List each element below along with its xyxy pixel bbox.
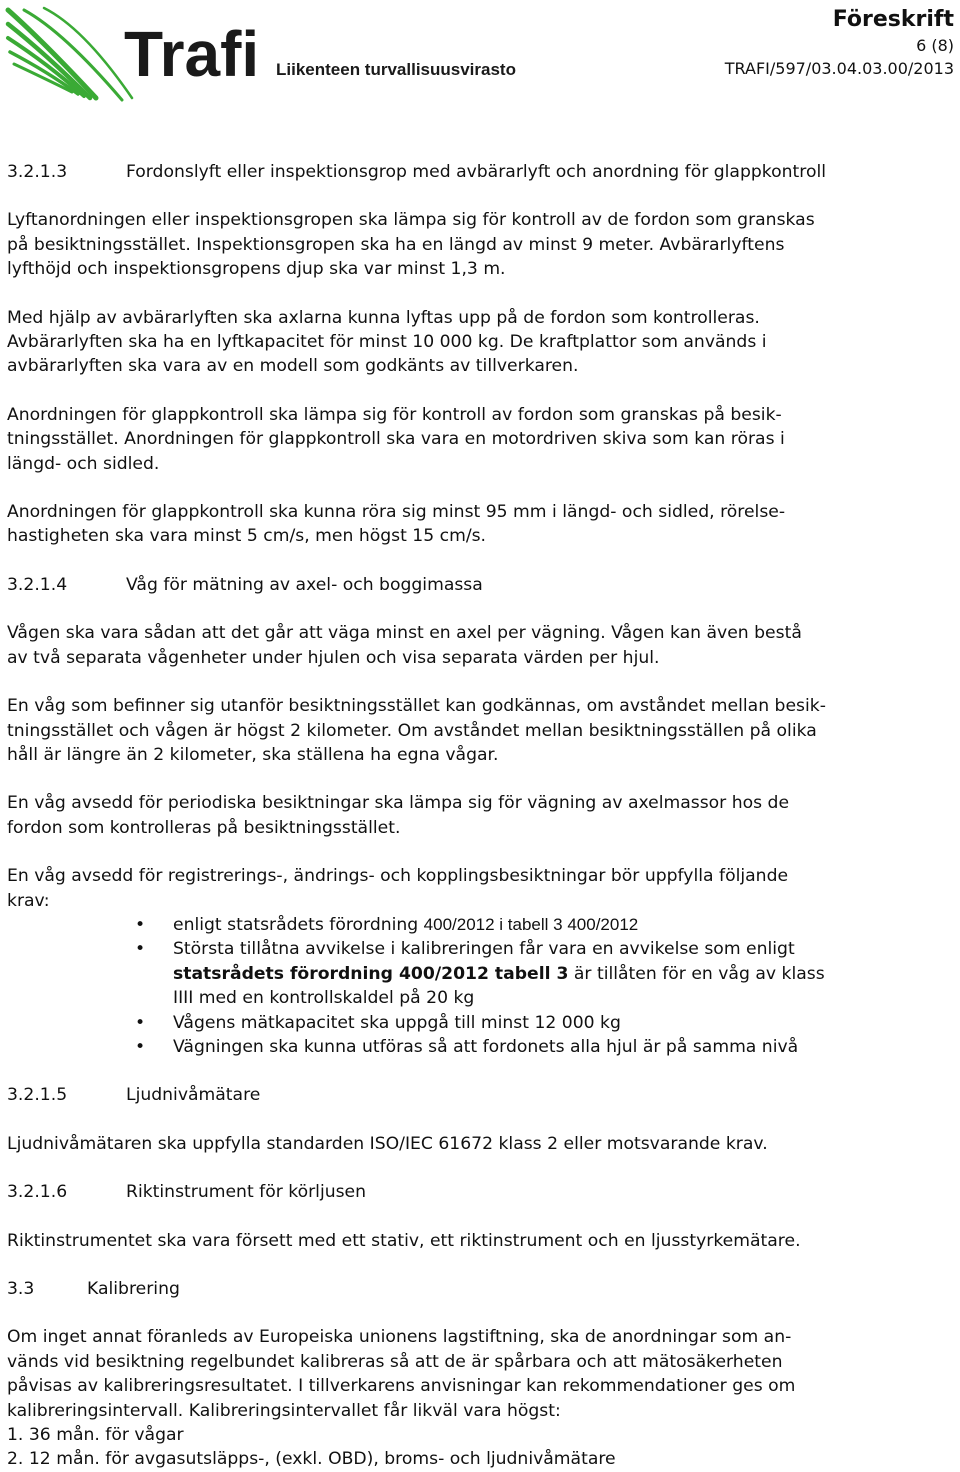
section-title: Riktinstrument för körljusen: [126, 1182, 367, 1203]
paragraph: [7, 694, 955, 767]
document-reference: TRAFI/597/03.04.03.00/2013: [724, 59, 954, 78]
paragraph: [7, 208, 955, 281]
text-line: Lyftanordningen eller inspektionsgropen ska lämpa sig för kontroll av de fordon som granskas: [7, 210, 815, 231]
section-number: 3.2.1.3: [7, 162, 68, 182]
text-line: av två separata vågenheter under hjulen och visa separata värden per hjul.: [7, 647, 660, 668]
text-line: avbärarlyften ska vara av en modell som godkänts av tillverkaren.: [7, 356, 579, 377]
section-title: Ljudnivåmätare: [126, 1085, 261, 1106]
text-line: på besiktningsstället. Inspektionsgropen ska ha en längd av minst 9 meter. Avbärarlyftens: [7, 234, 785, 255]
bullet-icon: •: [135, 914, 146, 935]
bullet-icon: •: [135, 939, 146, 960]
section-title: Våg för mätning av axel- och boggimassa: [126, 574, 483, 595]
text-line: håll är längre än 2 kilometer, ska ställena ha egna vågar.: [7, 744, 499, 765]
text-line: Största tillåtna avvikelse i kalibreringen får vara en avvikelse som enligt: [173, 939, 795, 960]
text-line: hastigheten ska vara minst 5 cm/s, men högst 15 cm/s.: [7, 526, 487, 547]
text-line: IIII med en kontrollskaldel på 20 kg: [173, 988, 475, 1009]
text-line: Avbärarlyften ska ha en lyftkapacitet för minst 10 000 kg. De kraftplattor som används i: [7, 332, 767, 353]
text-line: fordon som kontrolleras på besiktningsstället.: [7, 817, 401, 838]
section-number: 3.3: [7, 1279, 35, 1299]
paragraph: [7, 500, 955, 549]
text-line: En våg som befinner sig utanför besiktningsstället kan godkännas, om avståndet mellan besik-: [7, 696, 826, 717]
section-title: Kalibrering: [87, 1279, 180, 1299]
list-item: [7, 1035, 955, 1059]
section-number: 3.2.1.6: [7, 1182, 68, 1203]
text-line: tningsstället. Anordningen för glappkontroll ska vara en motordriven skiva som kan röras i: [7, 429, 785, 450]
section-heading-3215: [7, 1083, 955, 1107]
text-line: är tillåten för en våg av klass: [568, 963, 825, 984]
paragraph: [7, 1325, 955, 1471]
text-line: Med hjälp av avbärarlyften ska axlarna kunna lyftas upp på de fordon som kontrolleras.: [7, 307, 760, 328]
paragraph: [7, 621, 955, 670]
section-heading-3214: [7, 573, 955, 597]
paragraph: Riktinstrumentet ska vara försett med ett stativ, ett riktinstrument och en ljusstyrkemätare.: [7, 1230, 801, 1251]
paragraph: [7, 306, 955, 379]
document-type: Föreskrift: [832, 7, 954, 32]
text-line: Vågens mätkapacitet ska uppgå till minst 12 000 kg: [173, 1012, 621, 1033]
requirements-list: [7, 913, 955, 1059]
text-line: krav:: [7, 890, 50, 911]
text-line: 400/2012 i tabell 3 400/2012: [423, 914, 639, 934]
section-number: 3.2.1.5: [7, 1085, 68, 1106]
paragraph: [7, 403, 955, 476]
text-line: påvisas av kalibreringsresultatet. I tillverkarens anvisningar kan rekommendationer ges om: [7, 1376, 796, 1397]
list-item: 2. 12 mån. för avgasutsläpps-, (exkl. OBD), broms- och ljudnivåmätare: [7, 1449, 616, 1470]
paragraph: Ljudnivåmätaren ska uppfylla standarden ISO/IEC 61672 klass 2 eller motsvarande krav.: [7, 1133, 768, 1154]
list-item: 1. 36 mån. för vågar: [7, 1425, 184, 1446]
logo-subtitle: Liikenteen turvallisuusvirasto: [276, 60, 516, 79]
text-line: Vägningen ska kunna utföras så att fordonets alla hjul är på samma nivå: [173, 1036, 799, 1057]
bold-reference: statsrådets förordning 400/2012 tabell 3: [173, 963, 569, 984]
paragraph: [7, 791, 955, 840]
text-line: kalibreringsintervall. Kalibreringsintervallet får likväl vara högst:: [7, 1400, 561, 1421]
text-line: En våg avsedd för registrerings-, ändrings- och kopplingsbesiktningar bör uppfylla följande: [7, 866, 789, 887]
text-line: En våg avsedd för periodiska besiktningar ska lämpa sig för vägning av axelmassor hos de: [7, 793, 790, 814]
document-header-info: [725, 6, 954, 80]
list-item: [7, 937, 955, 1010]
text-line: vänds vid besiktning regelbundet kalibreras så att de är spårbara och att mätosäkerheten: [7, 1351, 783, 1372]
bullet-icon: •: [135, 1012, 146, 1033]
section-heading-33: [7, 1277, 955, 1301]
section-heading-3216: [7, 1180, 955, 1204]
text-line: Anordningen för glappkontroll ska lämpa sig för kontroll av fordon som granskas på besik-: [7, 404, 782, 425]
section-number: 3.2.1.4: [7, 574, 68, 595]
text-line: enligt statsrådets förordning: [173, 914, 424, 935]
list-item: [7, 1011, 955, 1035]
text-line: Anordningen för glappkontroll ska kunna röra sig minst 95 mm i längd- och sidled, rörelse-: [7, 502, 786, 523]
list-item: [7, 913, 955, 937]
section-title: Fordonslyft eller inspektionsgrop med avbärarlyft och anordning för glappkontroll: [126, 162, 827, 182]
page-number: 6 (8): [916, 36, 954, 55]
logo-name: Trafi: [124, 18, 260, 90]
section-heading-3213: [7, 160, 955, 184]
text-line: längd- och sidled.: [7, 453, 160, 474]
text-line: lyfthöjd och inspektionsgropens djup ska var minst 1,3 m.: [7, 259, 506, 280]
text-line: Om inget annat föranleds av Europeiska unionens lagstiftning, ska de anordningar som an-: [7, 1327, 792, 1348]
text-line: tningsstället och vågen är högst 2 kilometer. Om avståndet mellan besiktningsställen på olika: [7, 720, 817, 741]
logo-swoosh-icon: [8, 8, 132, 100]
text-line: Vågen ska vara sådan att det går att väga minst en axel per vägning. Vågen kan även bestå: [7, 623, 802, 644]
document-body: [7, 160, 955, 1472]
trafi-logo: [4, 2, 524, 108]
paragraph: [7, 864, 955, 913]
bullet-icon: •: [135, 1036, 146, 1057]
